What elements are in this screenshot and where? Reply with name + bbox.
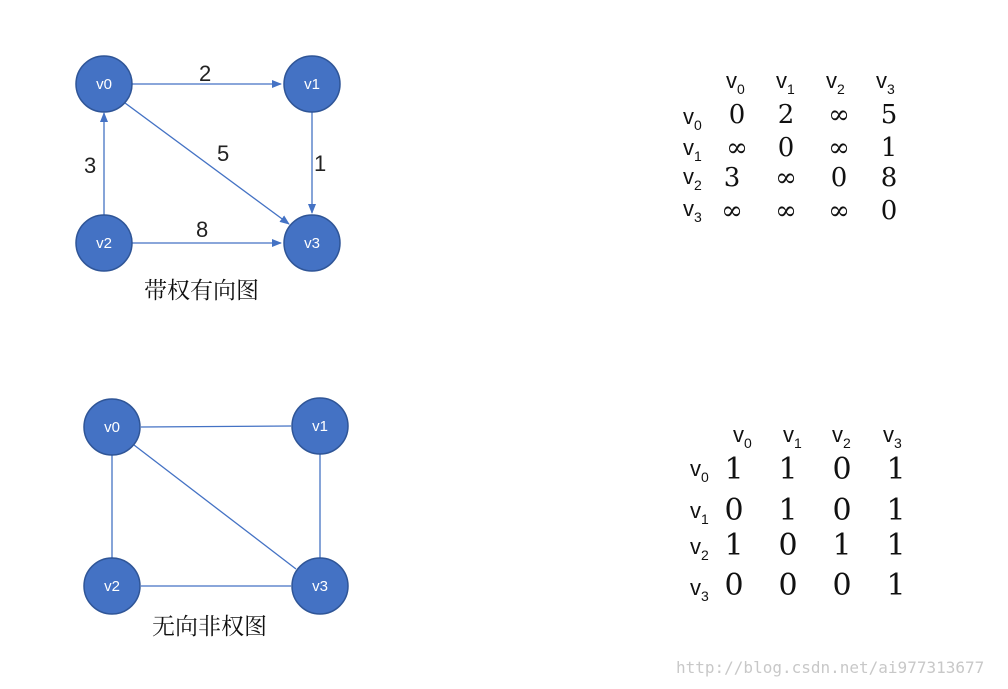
- matrix2-cell-1-1: 1: [778, 493, 798, 528]
- dg-node-v3: [284, 215, 340, 271]
- matrix1-rowlabel-v1: $v_1$: [683, 135, 702, 164]
- ug-node-v2: [84, 558, 140, 614]
- matrix1-cell-1-0: ∞: [726, 133, 748, 163]
- matrix2-cell-0-0: 1: [724, 452, 744, 487]
- ug-node-v3: [292, 558, 348, 614]
- matrix2-cell-0-3: 1: [886, 452, 906, 487]
- matrix2-cell-2-2: 1: [832, 528, 852, 563]
- matrix2-header-v1: $v_1$: [783, 422, 802, 451]
- dg-node-v3-label: v3: [304, 235, 320, 252]
- matrix1-rowlabel-v3: $v_3$: [683, 196, 702, 225]
- ug-node-v0-label: v0: [104, 419, 120, 436]
- matrix1-header-v0: $v_0$: [726, 68, 745, 97]
- matrix1-rowlabel-v2: $v_2$: [683, 164, 702, 193]
- matrix1-header-v2: $v_2$: [826, 68, 845, 97]
- matrix1-cell-3-1: ∞: [775, 196, 797, 226]
- edge-weight-v0-v3: 5: [217, 141, 230, 166]
- ug-node-v1-label: v1: [312, 418, 328, 435]
- undirected-graph-caption: 无向非权图: [152, 614, 267, 640]
- edge-weight-v0-v1: 2: [199, 61, 212, 86]
- matrix2-cell-3-0: 0: [724, 568, 744, 603]
- matrix1-cell-1-2: ∞: [828, 133, 850, 163]
- matrix2-header-v0: $v_0$: [733, 422, 752, 451]
- matrix2-cell-1-0: 0: [724, 493, 744, 528]
- matrix1-cell-3-0: ∞: [721, 196, 743, 226]
- dg-node-v2: [76, 215, 132, 271]
- ug-node-v2-label: v2: [104, 578, 120, 595]
- matrix2-header-v2: $v_2$: [832, 422, 851, 451]
- matrix1-cell-0-0: 0: [728, 100, 746, 130]
- dg-node-v1: [284, 56, 340, 112]
- ug-node-v1: [292, 398, 348, 454]
- matrix2-rowlabel-v1: $v_1$: [690, 498, 709, 527]
- matrix2-header-v3: $v_3$: [883, 422, 902, 451]
- matrix1-header-v1: $v_1$: [776, 68, 795, 97]
- directed-graph-caption: 带权有向图: [144, 278, 259, 304]
- matrix2-cell-2-0: 1: [724, 528, 744, 563]
- matrix2-cell-0-2: 0: [832, 452, 852, 487]
- matrix1-cell-1-3: 1: [880, 133, 898, 163]
- matrix1-cell-0-1: 2: [777, 100, 795, 130]
- matrix2-rowlabel-v2: $v_2$: [690, 534, 709, 563]
- matrix1-header-v3: $v_3$: [876, 68, 895, 97]
- matrix1-cell-0-3: 5: [880, 100, 898, 130]
- edge-weight-v2-v0: 3: [84, 153, 97, 178]
- matrix1-rowlabel-v0: $v_0$: [683, 104, 702, 133]
- matrix1-cell-2-2: 0: [830, 163, 848, 193]
- dg-node-v0: [76, 56, 132, 112]
- matrix2-cell-3-3: 1: [886, 568, 906, 603]
- matrix2-rowlabel-v0: $v_0$: [690, 456, 709, 485]
- uedge-v0-v3: [134, 445, 296, 569]
- matrix2-cell-2-1: 0: [778, 528, 798, 563]
- ug-node-v0: [84, 399, 140, 455]
- matrix1-cell-1-1: 0: [777, 133, 795, 163]
- matrix2-cell-0-1: 1: [778, 452, 798, 487]
- edge-v0-v3: [125, 103, 289, 224]
- dg-node-v0-label: v0: [96, 76, 112, 93]
- uedge-v0-v1: [141, 426, 291, 427]
- matrix1-cell-3-2: ∞: [828, 196, 850, 226]
- matrix2-cell-1-3: 1: [886, 493, 906, 528]
- matrix2-cell-2-3: 1: [886, 528, 906, 563]
- matrix1-cell-2-1: ∞: [775, 163, 797, 193]
- dg-node-v2-label: v2: [96, 235, 112, 252]
- watermark-url: http://blog.csdn.net/ai977313677: [676, 658, 985, 677]
- edge-weight-v2-v3: 8: [196, 217, 209, 242]
- matrix1-cell-3-3: 0: [880, 196, 898, 226]
- dg-node-v1-label: v1: [304, 76, 320, 93]
- matrix2-rowlabel-v3: $v_3$: [690, 575, 709, 604]
- matrix2-cell-3-2: 0: [832, 568, 852, 603]
- matrix1-cell-0-2: ∞: [828, 100, 850, 130]
- edge-weight-v1-v3: 1: [314, 151, 327, 176]
- matrix2-cell-1-2: 0: [832, 493, 852, 528]
- matrix1-cell-2-3: 8: [880, 163, 898, 193]
- matrix2-cell-3-1: 0: [778, 568, 798, 603]
- ug-node-v3-label: v3: [312, 578, 328, 595]
- matrix1-cell-2-0: 3: [723, 163, 741, 193]
